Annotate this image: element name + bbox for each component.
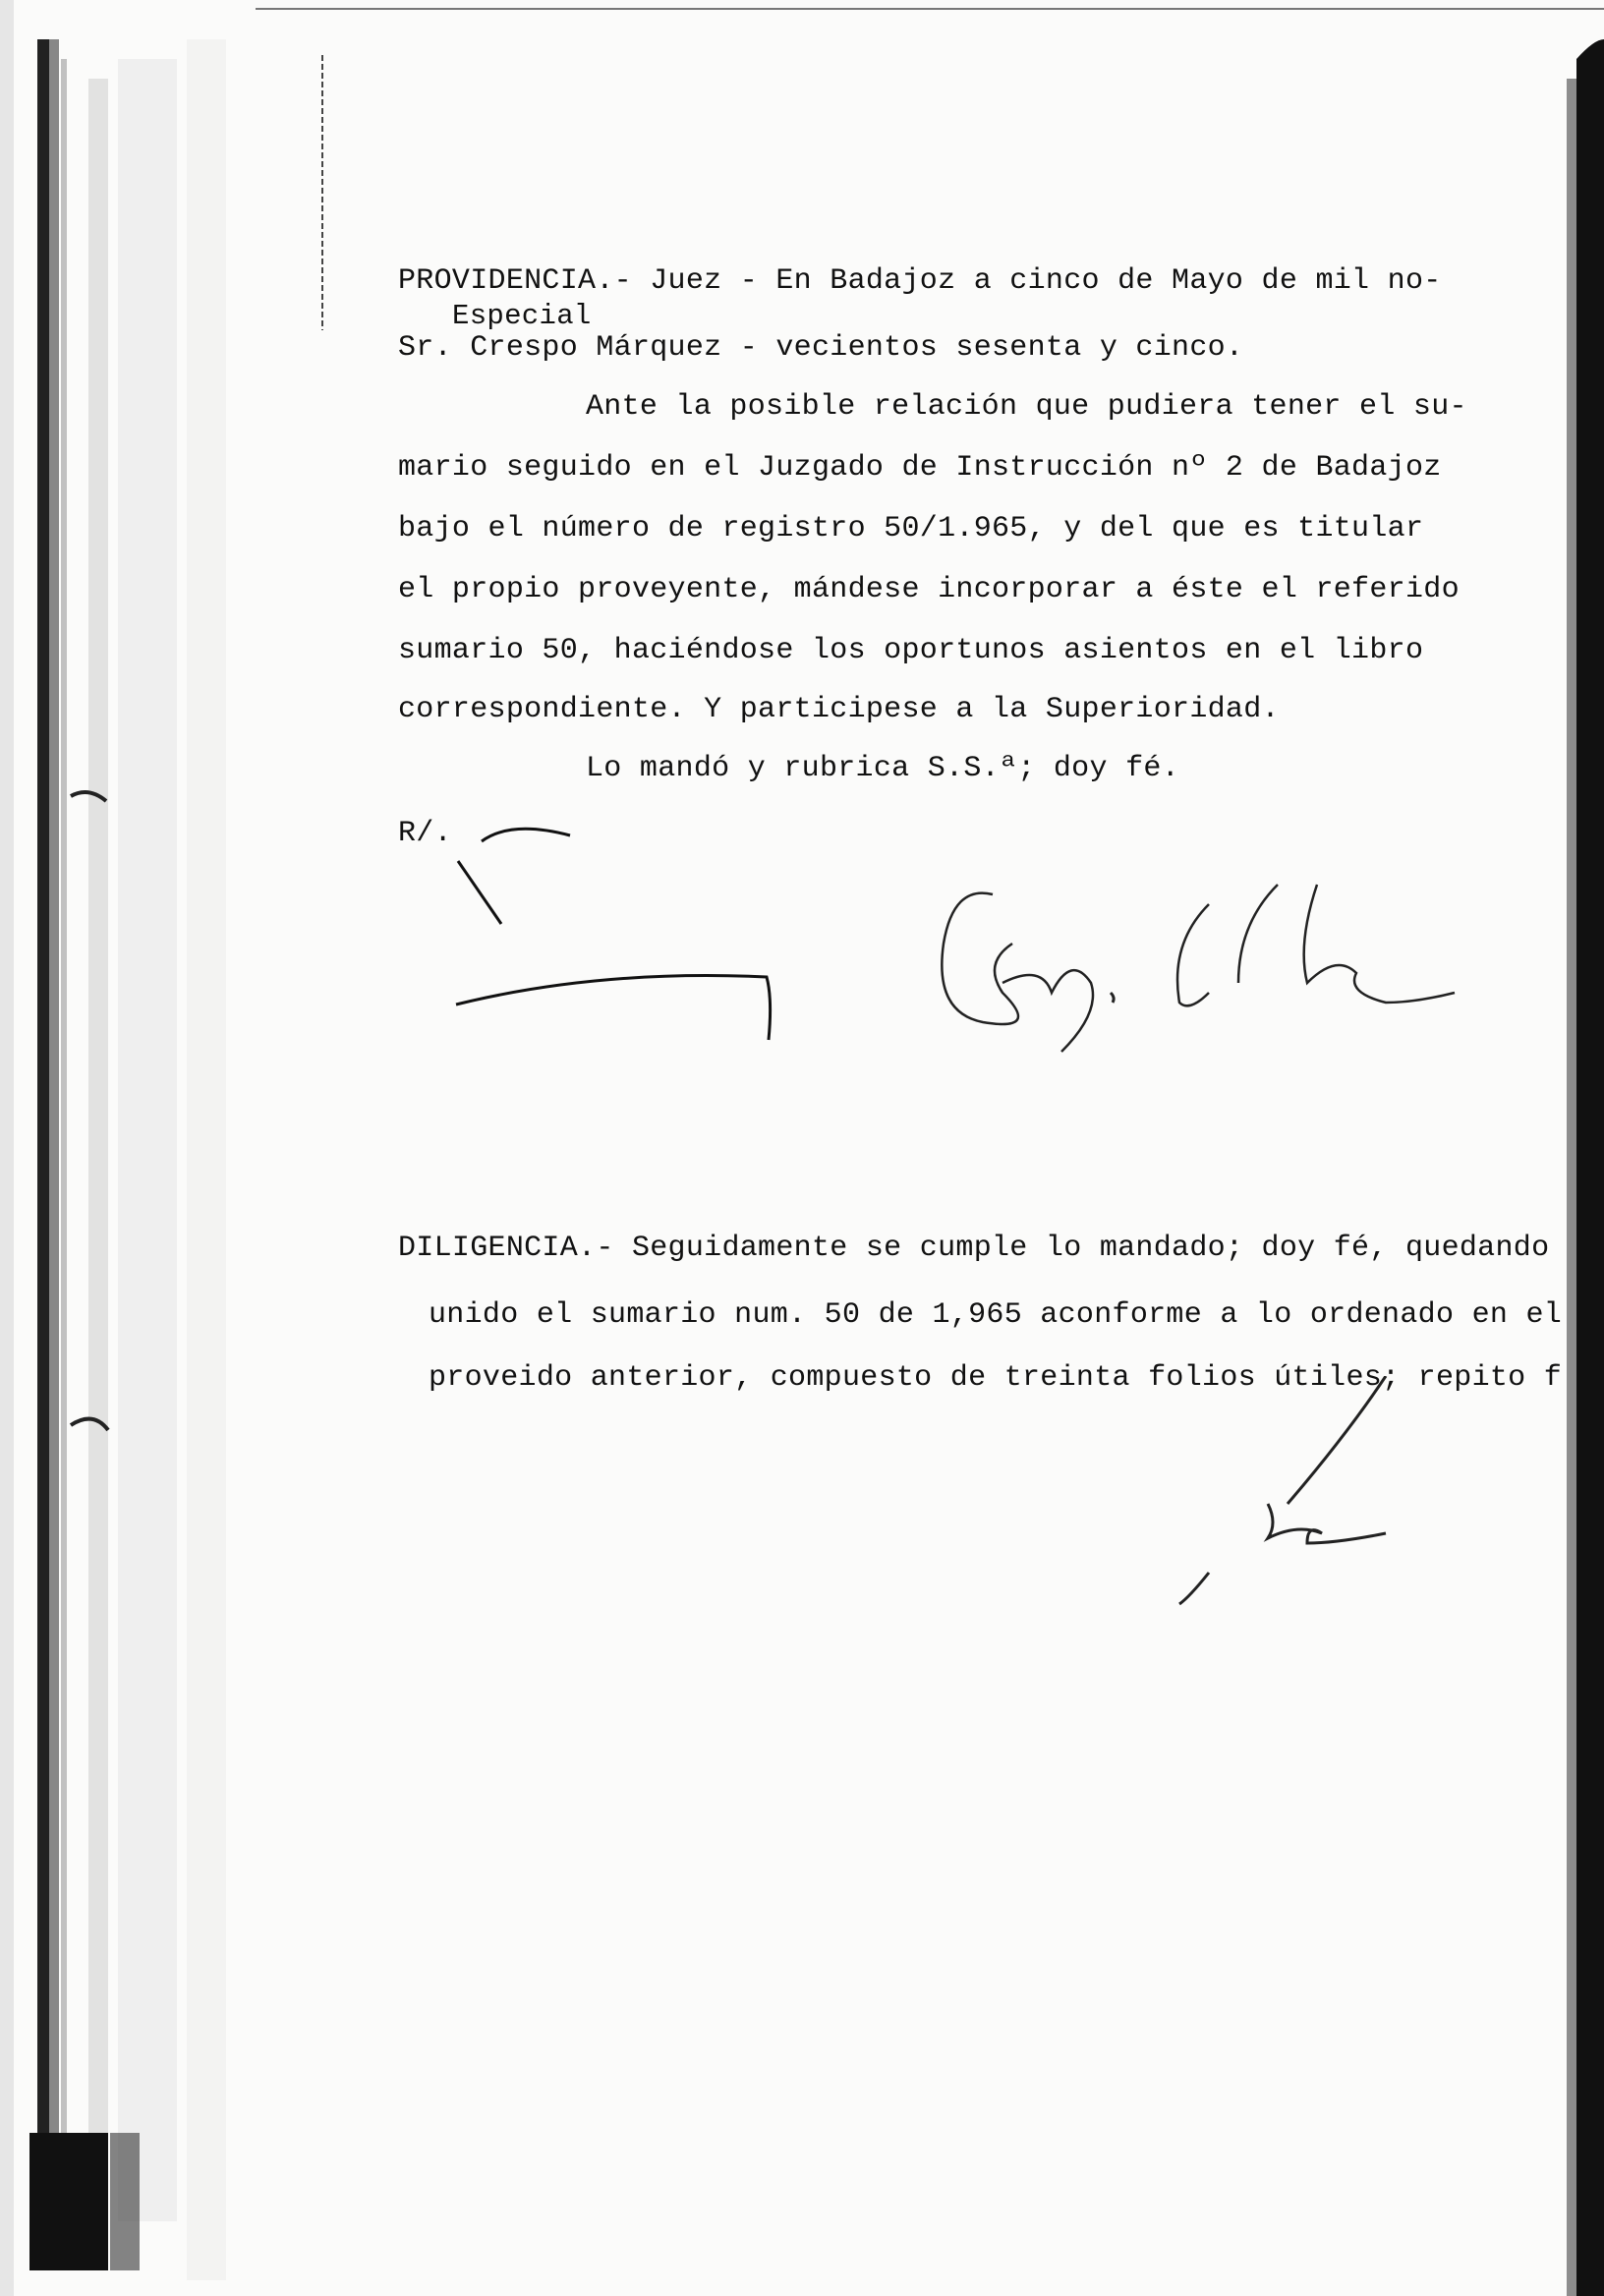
judge-name-line: Sr. Crespo Márquez - vecientos sesenta y cinco.	[398, 331, 1244, 365]
body-line-3: bajo el número de registro 50/1.965, y del que es titular	[398, 512, 1424, 545]
diligencia-line-3: proveido anterior, compuesto de treinta folios útiles; repito f	[429, 1361, 1563, 1395]
body-line-4: el propio proveyente, mándese incorporar a éste el referido	[398, 573, 1460, 606]
rubric-mark: R/.	[398, 817, 452, 850]
right-scan-edge	[1555, 0, 1604, 2296]
diligencia-line-2: unido el sumario num. 50 de 1,965 aconforme a lo ordenado en el	[429, 1298, 1563, 1332]
margin-vertical-mark	[313, 55, 332, 330]
rubric-signature	[452, 822, 786, 1058]
body-line-1: Ante la posible relación que pudiera tener el su-	[586, 390, 1467, 424]
closing-line: Lo mandó y rubrica S.S.ª; doy fé.	[586, 752, 1179, 785]
body-line-6: correspondiente. Y participese a la Superioridad.	[398, 693, 1280, 726]
body-line-5: sumario 50, haciéndose los oportunos asientos en el libro	[398, 634, 1424, 667]
body-line-2: mario seguido en el Juzgado de Instrucción nº 2 de Badajoz	[398, 451, 1442, 485]
secretary-signature	[1150, 1376, 1405, 1612]
providencia-header-line: PROVIDENCIA.- Juez - En Badajoz a cinco de Mayo de mil no-	[398, 264, 1442, 298]
diligencia-line-1: DILIGENCIA.- Seguidamente se cumple lo mandado; doy fé, quedando	[398, 1232, 1550, 1265]
especial-label: Especial	[452, 300, 592, 332]
judge-signature	[924, 865, 1474, 1062]
left-scan-edge	[0, 0, 256, 2296]
